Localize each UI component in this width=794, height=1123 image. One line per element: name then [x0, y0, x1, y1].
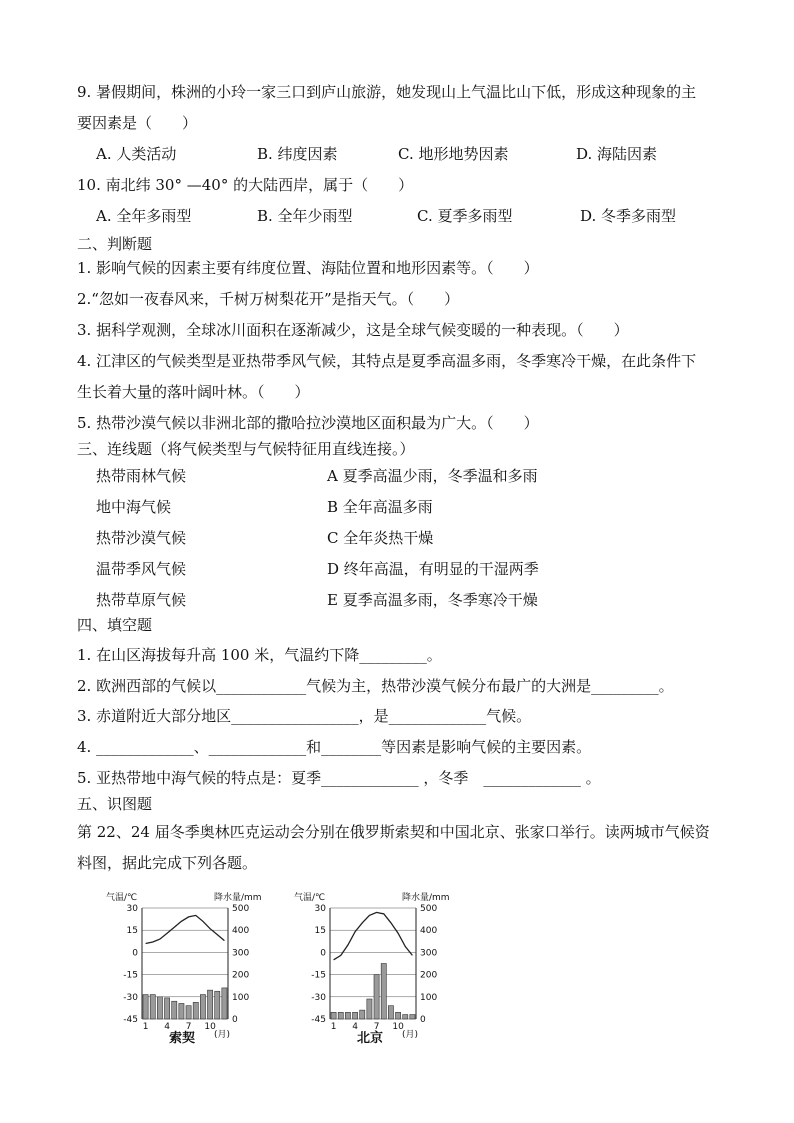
precip-tick-label: 100 [420, 992, 438, 1003]
precip-bar [215, 991, 220, 1019]
temp-tick-label: -30 [311, 992, 326, 1003]
section2-item-4-line1: 4. 江津区的气候类型是亚热带季风气候，其特点是夏季高温多雨，冬季寒冷干燥，在此条件下 [77, 352, 697, 370]
match-right-c: C 全年炎热干燥 [327, 529, 434, 547]
section2-item-1: 1. 影响气候的因素主要有纬度位置、海陆位置和地形因素等。（ ） [77, 259, 539, 277]
temp-tick-label: 15 [126, 926, 138, 937]
section5-intro-line2: 料图，据此完成下列各题。 [77, 854, 258, 872]
precip-tick-label: 200 [420, 970, 438, 981]
precip-bar [353, 1012, 358, 1019]
chart-title: 索契 [168, 1031, 196, 1046]
section5-heading: 五、识图题 [77, 795, 153, 813]
climate-chart-sochi-svg [104, 888, 284, 1048]
section4-heading: 四、填空题 [77, 616, 153, 634]
precip-bar [381, 964, 386, 1020]
match-left-2: 地中海气候 [96, 498, 172, 516]
match-right-e: E 夏季高温多雨，冬季寒冷干燥 [327, 591, 538, 609]
section4-item-5: 5. 亚热带地中海气候的特点是：夏季_____________ ，冬季 _____________ 。 [77, 769, 601, 787]
precip-bar [186, 1006, 191, 1019]
temp-axis-label: 气温/℃ [106, 893, 138, 903]
precip-bar [222, 988, 227, 1019]
match-left-5: 热带草原气候 [96, 591, 187, 609]
precip-bar [208, 990, 213, 1019]
precip-axis-label: 降水量/mm [402, 893, 450, 903]
q10-option-b: B. 全年少雨型 [257, 207, 353, 225]
climate-chart-sochi [104, 888, 284, 1052]
x-tick-label: 7 [185, 1022, 192, 1032]
temp-tick-label: 0 [320, 948, 326, 959]
precip-tick-label: 500 [420, 904, 438, 914]
temperature-line [334, 912, 413, 959]
match-left-4: 温带季风气候 [96, 560, 187, 578]
x-tick-label: 4 [164, 1022, 170, 1032]
precip-tick-label: 300 [420, 948, 438, 959]
temp-tick-label: 30 [314, 904, 326, 914]
x-tick-label: 10 [204, 1022, 216, 1032]
q9-option-c: C. 地形地势因素 [398, 145, 509, 163]
precip-bar [179, 1003, 184, 1019]
precip-tick-label: 400 [420, 926, 438, 937]
x-tick-label: 1 [142, 1022, 149, 1032]
precip-bar [360, 1010, 365, 1019]
precip-bar [331, 1012, 336, 1019]
precip-tick-label: 400 [232, 926, 250, 937]
temp-tick-label: -30 [123, 992, 138, 1003]
precip-bar [193, 1002, 198, 1019]
match-left-1: 热带雨林气候 [96, 467, 187, 485]
precip-tick-label: 100 [232, 992, 250, 1003]
match-right-a: A 夏季高温少雨，冬季温和多雨 [327, 467, 538, 485]
section4-item-4: 4. _____________、_____________和________等因素是影响气候的主要因素。 [77, 738, 592, 756]
temp-tick-label: -45 [123, 1015, 138, 1025]
precip-tick-label: 0 [232, 1015, 238, 1025]
precip-bar [388, 1006, 393, 1019]
section5-intro-line1: 第 22、24 届冬季奥林匹克运动会分别在俄罗斯索契和中国北京、张家口举行。读两城市气候资 [77, 823, 710, 841]
precip-axis-label: 降水量/mm [214, 893, 262, 903]
section2-item-2: 2.“忽如一夜春风来，千树万树梨花开”是指天气。（ ） [77, 290, 460, 308]
precip-tick-label: 300 [232, 948, 250, 959]
q9-stem-line1: 9. 暑假期间，株洲的小玲一家三口到庐山旅游，她发现山上气温比山下低，形成这种现象的主 [77, 83, 697, 101]
x-unit-label: (月) [402, 1030, 419, 1040]
section4-item-1: 1. 在山区海拔每升高 100 米，气温约下降_________。 [77, 646, 442, 664]
temp-tick-label: 15 [314, 926, 326, 937]
precip-bar [367, 999, 372, 1019]
temp-axis-label: 气温/℃ [294, 893, 326, 903]
temp-tick-label: -15 [123, 970, 138, 981]
precip-bar [143, 995, 148, 1019]
temp-tick-label: 0 [132, 948, 138, 959]
match-right-b: B 全年高温多雨 [327, 498, 433, 516]
precip-bar [345, 1012, 350, 1019]
q9-stem-line2: 要因素是（ ） [77, 114, 198, 132]
x-tick-label: 4 [352, 1022, 358, 1032]
section3-heading: 三、连线题（将气候类型与气候特征用直线连接。） [77, 440, 415, 458]
precip-tick-label: 0 [420, 1015, 426, 1025]
match-left-3: 热带沙漠气候 [96, 529, 187, 547]
precip-bar [200, 995, 205, 1019]
section4-item-3: 3. 赤道附近大部分地区_________________，是_____________气候。 [77, 707, 532, 725]
precip-bar [374, 975, 379, 1019]
precip-bar [396, 1012, 401, 1019]
q9-option-b: B. 纬度因素 [257, 145, 338, 163]
chart-title: 北京 [356, 1031, 384, 1046]
x-tick-label: 10 [392, 1022, 404, 1032]
temp-tick-label: -15 [311, 970, 326, 981]
q10-stem: 10. 南北纬 30° —40° 的大陆西岸，属于（ ） [77, 176, 414, 194]
q9-option-d: D. 海陆因素 [576, 145, 658, 163]
precip-bar [410, 1015, 415, 1019]
precip-bar [150, 995, 155, 1019]
temp-tick-label: -45 [311, 1015, 326, 1025]
q9-option-a: A. 人类活动 [96, 145, 177, 163]
precip-bar [403, 1015, 408, 1019]
section4-item-2: 2. 欧洲西部的气候以____________气候为主，热带沙漠气候分布最广的大洲是_________。 [77, 677, 674, 695]
section2-item-3: 3. 据科学观测，全球冰川面积在逐渐减少，这是全球气候变暖的一种表现。（ ） [77, 321, 629, 339]
precip-tick-label: 200 [232, 970, 250, 981]
x-unit-label: (月) [214, 1030, 231, 1040]
q10-option-a: A. 全年多雨型 [96, 207, 192, 225]
precip-bar [157, 997, 162, 1019]
q10-option-d: D. 冬季多雨型 [580, 207, 677, 225]
climate-chart-beijing [292, 888, 472, 1052]
q10-option-c: C. 夏季多雨型 [417, 207, 513, 225]
precip-bar [172, 1001, 177, 1019]
temp-tick-label: 30 [126, 904, 138, 914]
precip-bar [338, 1012, 343, 1019]
x-tick-label: 7 [373, 1022, 380, 1032]
section2-item-4-line2: 生长着大量的落叶阔叶林。（ ） [77, 383, 310, 401]
precip-bar [165, 998, 170, 1019]
match-right-d: D 终年高温，有明显的干湿两季 [327, 560, 539, 578]
section2-heading: 二、判断题 [77, 235, 153, 253]
precip-tick-label: 500 [232, 904, 250, 914]
climate-chart-beijing-svg [292, 888, 472, 1048]
section2-item-5: 5. 热带沙漠气候以非洲北部的撒哈拉沙漠地区面积最为广大。（ ） [77, 414, 539, 432]
temperature-line [146, 915, 225, 943]
x-tick-label: 1 [330, 1022, 337, 1032]
